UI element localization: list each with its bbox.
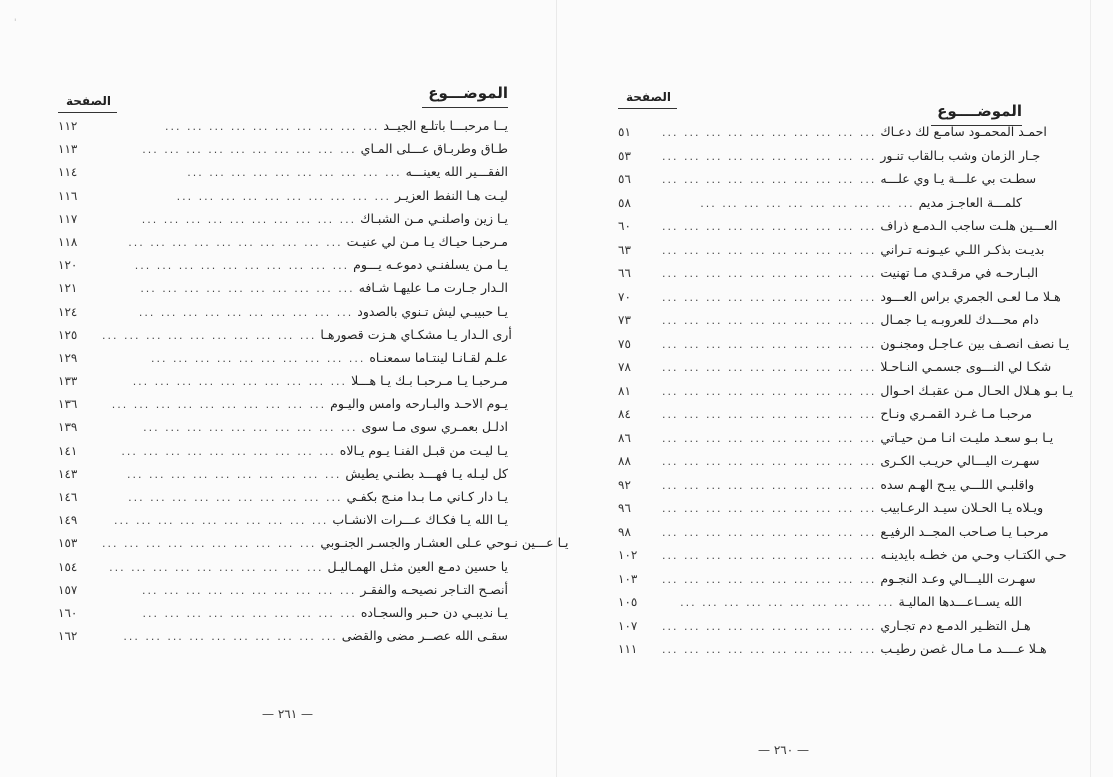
entry-page-number: ١٤١ [58, 443, 78, 458]
toc-entry [58, 234, 508, 257]
entry-page-number: ١٠٣ [618, 571, 638, 586]
entry-title: يـا بـو سعـد مليـت انـا مـن حيـاتي [880, 429, 1054, 445]
dot-leader: ... ... ... ... ... ... ... ... ... ... [662, 455, 877, 468]
entry-page-number: ١٤٣ [58, 466, 78, 481]
entry-page-number: ١١٨ [58, 234, 78, 249]
entry-page-number: ١٠٧ [618, 618, 638, 633]
entry-page-number: ٥٣ [618, 148, 631, 163]
toc-entry [618, 335, 1070, 360]
entry-page-number: ١٥٧ [58, 582, 78, 597]
page-number: — ٢٦١ — [262, 707, 313, 721]
dot-leader: ... ... ... ... ... ... ... ... ... ... [662, 502, 877, 515]
entry-page-number: ٥٦ [618, 172, 631, 186]
entry-page-number: ١١٧ [58, 211, 78, 226]
dot-leader: ... ... ... ... ... ... ... ... ... ... [128, 235, 343, 249]
entry-title: يـا الله يـا فكـاك عـــرات الانشـاب [332, 512, 508, 528]
entry-page-number: ٩٢ [618, 477, 631, 492]
toc-entry [618, 500, 1044, 524]
toc-entry [618, 547, 1067, 571]
entry-title: بديـت بذكـر اللـي عيـونـه تـراني [880, 241, 1045, 257]
dot-leader: ... ... ... ... ... ... ... ... ... ... [150, 351, 366, 365]
dot-leader: ... ... ... ... ... ... ... ... ... ... [662, 431, 877, 445]
dot-leader: ... ... ... ... ... ... ... ... ... ... [142, 143, 357, 157]
toc-entry [58, 396, 508, 419]
entry-page-number: ١٢٤ [58, 304, 78, 319]
toc-entry [58, 326, 512, 350]
toc-entry [618, 241, 1045, 266]
entry-page-number: ١١١ [618, 642, 638, 656]
entry-page-number: ٨٦ [618, 430, 631, 445]
entry-title: هـلا مـا لعـى الجمري براس العـــود [880, 288, 1061, 304]
entry-title: الله يســاعـــدها الماليـة [898, 594, 1022, 609]
entry-title: الفقـــير الله يعينـــه [405, 164, 508, 180]
entry-page-number: ١٦٠ [58, 605, 78, 620]
dot-leader: ... ... ... ... ... ... ... ... ... ... [662, 243, 877, 257]
entry-page-number: ١٤٩ [58, 513, 78, 528]
entry-page-number: ٨٤ [618, 407, 631, 421]
corner-mark: ' [14, 18, 17, 28]
toc-entry [618, 476, 1035, 501]
entry-title: دام محـــدك للعروبـه يـا جمـال [880, 312, 1039, 327]
toc-entry [58, 489, 508, 512]
dot-leader: ... ... ... ... ... ... ... ... ... ... [111, 398, 327, 412]
entry-title: يا حسين دمـع العين مثـل الهمـاليـل [327, 558, 508, 574]
dot-leader: ... ... ... ... ... ... ... ... ... ... [164, 120, 380, 133]
entry-page-number: ١٢٠ [58, 258, 78, 273]
dot-leader: ... ... ... ... ... ... ... ... ... ... [662, 572, 877, 586]
toc-entry [618, 570, 1036, 595]
toc-entry [58, 304, 508, 327]
toc-entry [58, 605, 508, 628]
page-edge [1090, 0, 1091, 777]
toc-entry [58, 188, 508, 211]
topic-heading: الموضـــوع [428, 84, 508, 102]
dot-leader: ... ... ... ... ... ... ... ... ... ... [114, 514, 329, 528]
dot-leader: ... ... ... ... ... ... ... ... ... ... [109, 560, 324, 574]
page-fold [556, 0, 557, 777]
entry-title: كل ليـله يـا فهـــد بطنـي يطيش [345, 465, 508, 481]
entry-page-number: ٥١ [618, 125, 631, 139]
toc-header [618, 86, 1022, 124]
entry-title: هـل التظـير الدمـع دم تجـاري [880, 617, 1031, 633]
entry-title: أنصـح التـاجر نصيحـه والفقـر [360, 581, 508, 597]
dot-leader: ... ... ... ... ... ... ... ... ... ... [102, 328, 317, 342]
dot-leader: ... ... ... ... ... ... ... ... ... ... [662, 384, 877, 398]
toc-entry [58, 118, 508, 141]
right-page [618, 86, 1073, 665]
entry-page-number: ٨٨ [618, 454, 631, 468]
entry-page-number: ١١٦ [58, 188, 78, 203]
dot-leader: ... ... ... ... ... ... ... ... ... ... [662, 643, 877, 656]
toc-entry [58, 419, 508, 442]
dot-leader: ... ... ... ... ... ... ... ... ... ... [662, 337, 877, 351]
toc-entry [58, 350, 508, 373]
entry-title: سهـرت اليـــالي حريـب الكـرى [880, 453, 1040, 468]
toc-entry [58, 257, 508, 280]
toc-entry [58, 535, 569, 558]
toc-entry [618, 523, 1049, 548]
entry-page-number: ٨١ [618, 383, 631, 398]
toc-header [58, 80, 508, 118]
dot-leader: ... ... ... ... ... ... ... ... ... ... [662, 173, 877, 186]
entry-title: مرحبـا يـا صـاحب المجــد الرفيـع [880, 523, 1049, 539]
toc-entry [58, 211, 508, 234]
toc-entry [618, 429, 1054, 454]
entry-page-number: ٩٨ [618, 524, 631, 539]
dot-leader: ... ... ... ... ... ... ... ... ... ... [700, 196, 915, 210]
toc-entry [58, 559, 508, 582]
entry-title: العـــين هلـت ساجب الـدمـع ذراف [880, 218, 1058, 233]
entry-page-number: ١٤٦ [58, 490, 78, 504]
entry-page-number: ١١٢ [58, 119, 78, 133]
dot-leader: ... ... ... ... ... ... ... ... ... ... [142, 606, 357, 620]
dot-leader: ... ... ... ... ... ... ... ... ... ... [662, 478, 877, 492]
entry-title: جـار الزمان وشب بـالقاب تنـور [880, 147, 1041, 163]
dot-leader: ... ... ... ... ... ... ... ... ... ... [141, 583, 357, 597]
entry-title: شكـا لي النـــوى جسمـي النـاحـلا [880, 359, 1052, 374]
toc-entry [618, 406, 1032, 430]
toc-entry [58, 373, 508, 396]
entry-title: يـا عـــين نـوحي عـلى العشـار والجسـر الجنـوبي [320, 535, 569, 551]
entry-page-number: ١٢٩ [58, 350, 78, 365]
entry-page-number: ١٢١ [58, 281, 78, 296]
toc-entry [618, 359, 1052, 383]
dot-leader: ... ... ... ... ... ... ... ... ... ... [662, 619, 877, 633]
toc-entry [618, 453, 1040, 477]
entry-page-number: ٧٣ [618, 313, 631, 327]
page-number: — ٢٦٠ — [758, 743, 809, 757]
dot-leader: ... ... ... ... ... ... ... ... ... ... [132, 375, 348, 389]
dot-leader: ... ... ... ... ... ... ... ... ... ... [123, 630, 338, 644]
entry-title: ادلـل بعمـري سوى مـا سوى [361, 419, 508, 435]
entry-title: مـرحبـا يـا مـرحبـا بـك يـا هـــلا [351, 373, 508, 389]
toc-entry [618, 382, 1073, 407]
entry-page-number: ٦٦ [618, 266, 631, 280]
entry-title: كلمـــة العاجـز مديم [918, 194, 1022, 210]
entry-title: يـا حبيبـي ليش تـنوي بالصدود [357, 303, 508, 319]
entry-page-number: ١٣٩ [58, 420, 78, 435]
dot-leader: ... ... ... ... ... ... ... ... ... ... [662, 525, 877, 539]
toc-entry [58, 443, 508, 466]
toc-entry [618, 641, 1047, 665]
entry-page-number: ١١٣ [58, 142, 78, 157]
left-page [58, 80, 569, 651]
entry-title: أرى الـدار يـا مشكـاي هـزت قصورهـا [320, 326, 512, 342]
entry-title: يـا زين واصلنـي مـن الشبـاك [360, 210, 508, 226]
dot-leader: ... ... ... ... ... ... ... ... ... ... [662, 549, 877, 562]
entry-title: يـوم الاحـد والبـارحه وامس واليـوم [330, 396, 508, 412]
entry-page-number: ٥٨ [618, 195, 631, 210]
entry-title: الـدار جـارت مـا عليهـا شـافه [358, 280, 508, 296]
toc-entry [58, 466, 508, 489]
toc-entry [618, 124, 1047, 148]
toc-entry [618, 147, 1041, 172]
dot-leader: ... ... ... ... ... ... ... ... ... ... [128, 491, 343, 504]
entry-title: مـرحبـا حيـاك يـا مـن لي عنيـت [346, 233, 508, 249]
toc-entry [618, 218, 1058, 242]
entry-page-number: ١٥٤ [58, 559, 78, 574]
entry-title: علـم لقـانـا لينتـاما سمعنـاه [369, 349, 508, 365]
toc-list [58, 118, 569, 651]
dot-leader: ... ... ... ... ... ... ... ... ... ... [662, 220, 877, 233]
topic-heading: الموضــــوع [937, 102, 1022, 120]
dot-leader: ... ... ... ... ... ... ... ... ... ... [126, 467, 342, 481]
toc-entry [58, 512, 508, 535]
entry-title: يـا نديبـي دن حـبر والسجـاده [360, 604, 508, 620]
entry-page-number: ١١٤ [58, 165, 78, 180]
toc-entry [618, 617, 1031, 642]
entry-title: البـارحـه في مرقـدي مـا تهنيت [880, 265, 1039, 280]
entry-title: يـا دار كـاني مـا بـدا منـج بكفـي [346, 489, 508, 504]
dot-leader: ... ... ... ... ... ... ... ... ... ... [138, 305, 354, 319]
dot-leader: ... ... ... ... ... ... ... ... ... ... [187, 166, 402, 180]
dot-leader: ... ... ... ... ... ... ... ... ... ... [680, 596, 895, 609]
entry-page-number: ١٦٢ [58, 629, 78, 644]
dot-leader: ... ... ... ... ... ... ... ... ... ... [141, 212, 357, 226]
dot-leader: ... ... ... ... ... ... ... ... ... ... [102, 537, 317, 551]
entry-title: حـي الكتـاب وحـي من خطـه بايدينـه [880, 547, 1067, 562]
entry-page-number: ١٥٣ [58, 536, 78, 551]
entry-title: ويـلاه يـا الحـلان سيـد الرعـابيب [880, 500, 1044, 515]
dot-leader: ... ... ... ... ... ... ... ... ... ... [662, 290, 877, 304]
entry-title: يـا بـو هـلال الحـال مـن عقبـك احـوال [880, 382, 1073, 398]
entry-page-number: ١٠٢ [618, 548, 638, 562]
entry-title: احمـد المحمـود سامـع لك دعـاك [880, 124, 1047, 139]
entry-page-number: ٧٠ [618, 289, 631, 304]
entry-title: سهـرت الليـــالي وعـد النجـوم [880, 570, 1036, 586]
toc-entry [618, 594, 1022, 618]
dot-leader: ... ... ... ... ... ... ... ... ... ... [662, 267, 877, 280]
entry-title: يـا ليـت من قبـل الفنـا يـوم يـالاه [339, 442, 508, 458]
entry-page-number: ٧٥ [618, 336, 631, 351]
entry-page-number: ١٣٦ [58, 397, 78, 412]
dot-leader: ... ... ... ... ... ... ... ... ... ... [140, 282, 355, 296]
toc-entry [618, 288, 1061, 313]
entry-title: يـا مـن يسلفنـي دموعـه يـــوم [353, 257, 508, 273]
dot-leader: ... ... ... ... ... ... ... ... ... ... [176, 189, 391, 203]
toc-entry [58, 141, 508, 164]
toc-entry [618, 171, 1037, 195]
entry-title: مرحبـا مـا غـرد القمـري ونـاح [880, 406, 1032, 421]
dot-leader: ... ... ... ... ... ... ... ... ... ... [134, 259, 350, 273]
entry-title: طـاق وطربـاق عـــلى المـاي [360, 141, 508, 157]
toc-entry [58, 628, 508, 651]
entry-title: يــا مرحبـــا باتلـع الجيــد [383, 118, 508, 133]
toc-entry [58, 582, 508, 605]
toc-entry [58, 164, 508, 187]
entry-title: سقـى الله عصــر مضى والقضى [341, 628, 508, 644]
toc-entry [618, 195, 1022, 219]
page-heading: الصفحة [626, 90, 672, 104]
dot-leader: ... ... ... ... ... ... ... ... ... ... [121, 444, 336, 458]
entry-title: واقلبـي اللـــي يبـح الهـم سده [880, 476, 1035, 492]
toc-entry [618, 265, 1039, 289]
dot-leader: ... ... ... ... ... ... ... ... ... ... [662, 408, 877, 421]
toc-list [618, 124, 1073, 665]
page-heading: الصفحة [66, 94, 112, 108]
entry-page-number: ٦٣ [618, 242, 631, 257]
dot-leader: ... ... ... ... ... ... ... ... ... ... [662, 126, 877, 139]
entry-page-number: ١٢٥ [58, 327, 78, 342]
entry-page-number: ١٣٣ [58, 374, 78, 389]
entry-title: سطـت بي علـــة يـا وي علـــه [880, 171, 1037, 186]
dot-leader: ... ... ... ... ... ... ... ... ... ... [662, 314, 877, 327]
entry-title: يـا نصف انصـف بين عـاجـل ومجنـون [880, 335, 1070, 351]
entry-title: ليـت هـا النفط العزيـر [395, 187, 508, 203]
entry-page-number: ٦٠ [618, 219, 631, 233]
entry-page-number: ٧٨ [618, 360, 631, 374]
dot-leader: ... ... ... ... ... ... ... ... ... ... [143, 421, 358, 435]
entry-title: هـلا عــــد مـا مـال غصن رطيـب [880, 641, 1047, 656]
dot-leader: ... ... ... ... ... ... ... ... ... ... [662, 149, 877, 163]
toc-entry [58, 280, 508, 303]
toc-entry [618, 312, 1039, 336]
entry-page-number: ١٠٥ [618, 595, 638, 609]
dot-leader: ... ... ... ... ... ... ... ... ... ... [662, 361, 877, 374]
entry-page-number: ٩٦ [618, 501, 631, 515]
